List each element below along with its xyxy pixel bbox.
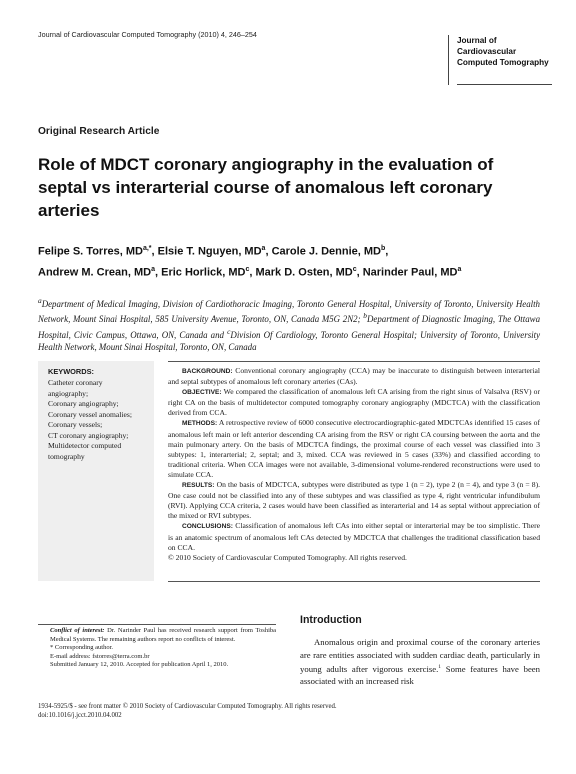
affiliation-sup: b xyxy=(363,311,367,321)
abstract-objective xyxy=(168,387,540,418)
author-sep: , xyxy=(151,245,158,258)
author-line-2 xyxy=(38,261,558,282)
citation-sup: 1 xyxy=(438,664,442,670)
author-name: Andrew M. Crean, MD xyxy=(38,266,152,279)
abstract-label: BACKGROUND: xyxy=(182,368,233,375)
author-sup: a,* xyxy=(142,245,152,252)
abstract-copyright: © 2010 Society of Cardiovascular Computed Tomography. All rights reserved. xyxy=(168,552,407,562)
abstract-bottom-rule xyxy=(168,581,540,582)
footnote-rule xyxy=(38,624,276,625)
journal-logo xyxy=(448,35,552,85)
author-name: Carole J. Dennie, MD xyxy=(271,245,381,258)
corresponding-author: * Corresponding author. xyxy=(50,644,114,652)
affiliation-b: Department of Diagnostic Imaging, The Ottawa Hospital, Civic Campus, Ottawa, ON, Canada and xyxy=(38,314,541,340)
conflict-label: Conflict of interest: xyxy=(50,627,105,634)
issn-line: 1934-5925/$ - see front matter © 2010 Society of Cardiovascular Computed Tomography. All rights reserved. xyxy=(38,703,337,710)
submission-dates: Submitted January 12, 2010. Accepted for publication April 1, 2010. xyxy=(50,661,229,669)
author-name: Felipe S. Torres, MD xyxy=(38,245,143,258)
affiliations xyxy=(38,295,540,354)
author-name: Elsie T. Nguyen, MD xyxy=(157,245,262,258)
abstract-label: CONCLUSIONS: xyxy=(182,523,233,531)
author-name: Eric Horlick, MD xyxy=(161,266,246,279)
logo-line: Cardiovascular xyxy=(457,47,517,56)
keyword: CT coronary angiography; xyxy=(48,430,129,440)
abstract-label: METHODS: xyxy=(182,420,218,428)
affiliation-sup: c xyxy=(227,326,231,336)
intro-text: Anomalous origin and proximal course of the coronary arteries are rare entities associated with sudden cardiac death, particularly in young adults after vigorous exercise. xyxy=(300,637,540,674)
author-name: Mark D. Osten, MD xyxy=(255,266,353,279)
affiliation-a: Department of Medical Imaging, Division of Cardiothoracic Imaging, Toronto General Hospital, University of Toronto, University Health Network, Mount Sinai Hospital, 585 University Avenue, Toronto, ON, Canada M5G 2N2; xyxy=(38,298,540,325)
keyword: Catheter coronary angiography; xyxy=(48,378,103,398)
intro-paragraph xyxy=(300,636,540,688)
conflict-text: Dr. Narinder Paul has received research support from Toshiba Medical Systems. The remaining authors report no conflicts of interest. xyxy=(50,627,277,643)
bottom-matter xyxy=(38,702,337,720)
author-sup: a xyxy=(261,245,266,252)
logo-line: Journal of xyxy=(457,36,497,45)
abstract-text: Classification of anomalous left CAs into either septal or interarterial may be too simplistic. There is an anatomic spectrum of anomalous left CAs detected by MDCTCA that challenges the traditional classification based on CCA. xyxy=(168,521,540,552)
abstract-text: Conventional coronary angiography (CCA) may be inaccurate to distinguish between interarterial and septal subtypes of anomalous left coronary arteries (CAs). xyxy=(168,366,540,387)
keyword: Multidetector computed tomography xyxy=(48,441,122,461)
author-sup: c xyxy=(245,265,250,273)
abstract-background xyxy=(168,366,540,387)
abstract xyxy=(168,361,540,563)
author-sup: a xyxy=(151,265,155,273)
author-list xyxy=(38,240,558,281)
abstract-text: We compared the classification of anomalous left CA arising from the right sinus of Valsalva (RSV) or right CA on the basis of multidetector computed tomography coronary angiography (MDCTCA) with the classification derived from CCA. xyxy=(168,387,541,418)
intro-text-cont: Some features have been associated with an increased risk xyxy=(300,663,540,687)
footnotes xyxy=(38,624,276,670)
abstract-label: RESULTS: xyxy=(182,482,215,490)
article-type: Original Research Article xyxy=(38,126,160,137)
abstract-results xyxy=(168,480,540,521)
author-sep: , xyxy=(154,266,162,279)
abstract-conclusions xyxy=(168,521,540,552)
keywords-heading: KEYWORDS: xyxy=(48,367,94,376)
affiliation-sup: a xyxy=(38,296,42,305)
doi-line: doi:10.1016/j.jcct.2010.04.002 xyxy=(38,712,122,719)
running-head: Journal of Cardiovascular Computed Tomography (2010) 4, 246–254 xyxy=(38,30,257,39)
keywords-box xyxy=(38,361,154,581)
author-sep: , xyxy=(265,245,272,258)
logo-rule xyxy=(457,84,552,85)
intro-heading: Introduction xyxy=(300,614,362,626)
email-address: E-mail address: fstorres@terra.com.br xyxy=(50,652,150,660)
logo-line: Computed Tomography xyxy=(457,58,549,67)
author-line-1 xyxy=(38,240,558,261)
keyword: Coronary angiography; xyxy=(48,399,119,408)
abstract-text: A retrospective review of 6000 consecutive electrocardiographic-gated MDCTCAs identified 15 cases of anomalous left main or left anterior descending CA arising from the RSV or right CA coursing between the aorta and the main pulmonary artery. On the basis of MDCTCA findings, the proximal course of each vessel was classified into 3 subtypes: 1, interarterial; 2, septal; and 3, mixed. CCA was reviewed in 5 cases (33%) and classified according to traditional criteria. When CCA images were not available, 3-dimensional volume-rendered reconstructions were used to simulate CCA. xyxy=(168,418,540,479)
conflict-of-interest xyxy=(38,627,276,644)
keyword: Coronary vessel anomalies; xyxy=(48,409,132,419)
abstract-text: On the basis of MDCTCA, subtypes were distributed as type 1 (n = 2), type 2 (n = 4), and type 3 (n = 8). One case could not be classified into any of these subtypes and was classified as type 4, right ventricular infundibulum (RVI). Applying CCA criteria, 2 cases would have been classified as interarterial and 14 as septal without appreciation of the mixed or RVI subtypes. xyxy=(168,480,541,521)
affiliation-c: Division Of Cardiology, Toronto General Hospital; University of Toronto, University Health Network, Mount Sinai Hospital, Toronto, ON, Canada xyxy=(38,329,541,353)
author-sep: , xyxy=(249,266,256,279)
author-sep: , xyxy=(356,266,363,279)
article-title: Role of MDCT coronary angiography in the evaluation of septal vs interarterial course of anomalous left coronary arteries xyxy=(38,155,494,220)
abstract-label: OBJECTIVE: xyxy=(182,389,222,397)
author-sep: , xyxy=(385,245,389,258)
abstract-methods xyxy=(168,418,540,480)
keyword: Coronary vessels; xyxy=(48,420,103,429)
author-name: Narinder Paul, MD xyxy=(362,266,458,279)
author-sup: a xyxy=(457,265,462,273)
author-sup: b xyxy=(381,245,386,252)
author-sup: c xyxy=(352,265,357,273)
